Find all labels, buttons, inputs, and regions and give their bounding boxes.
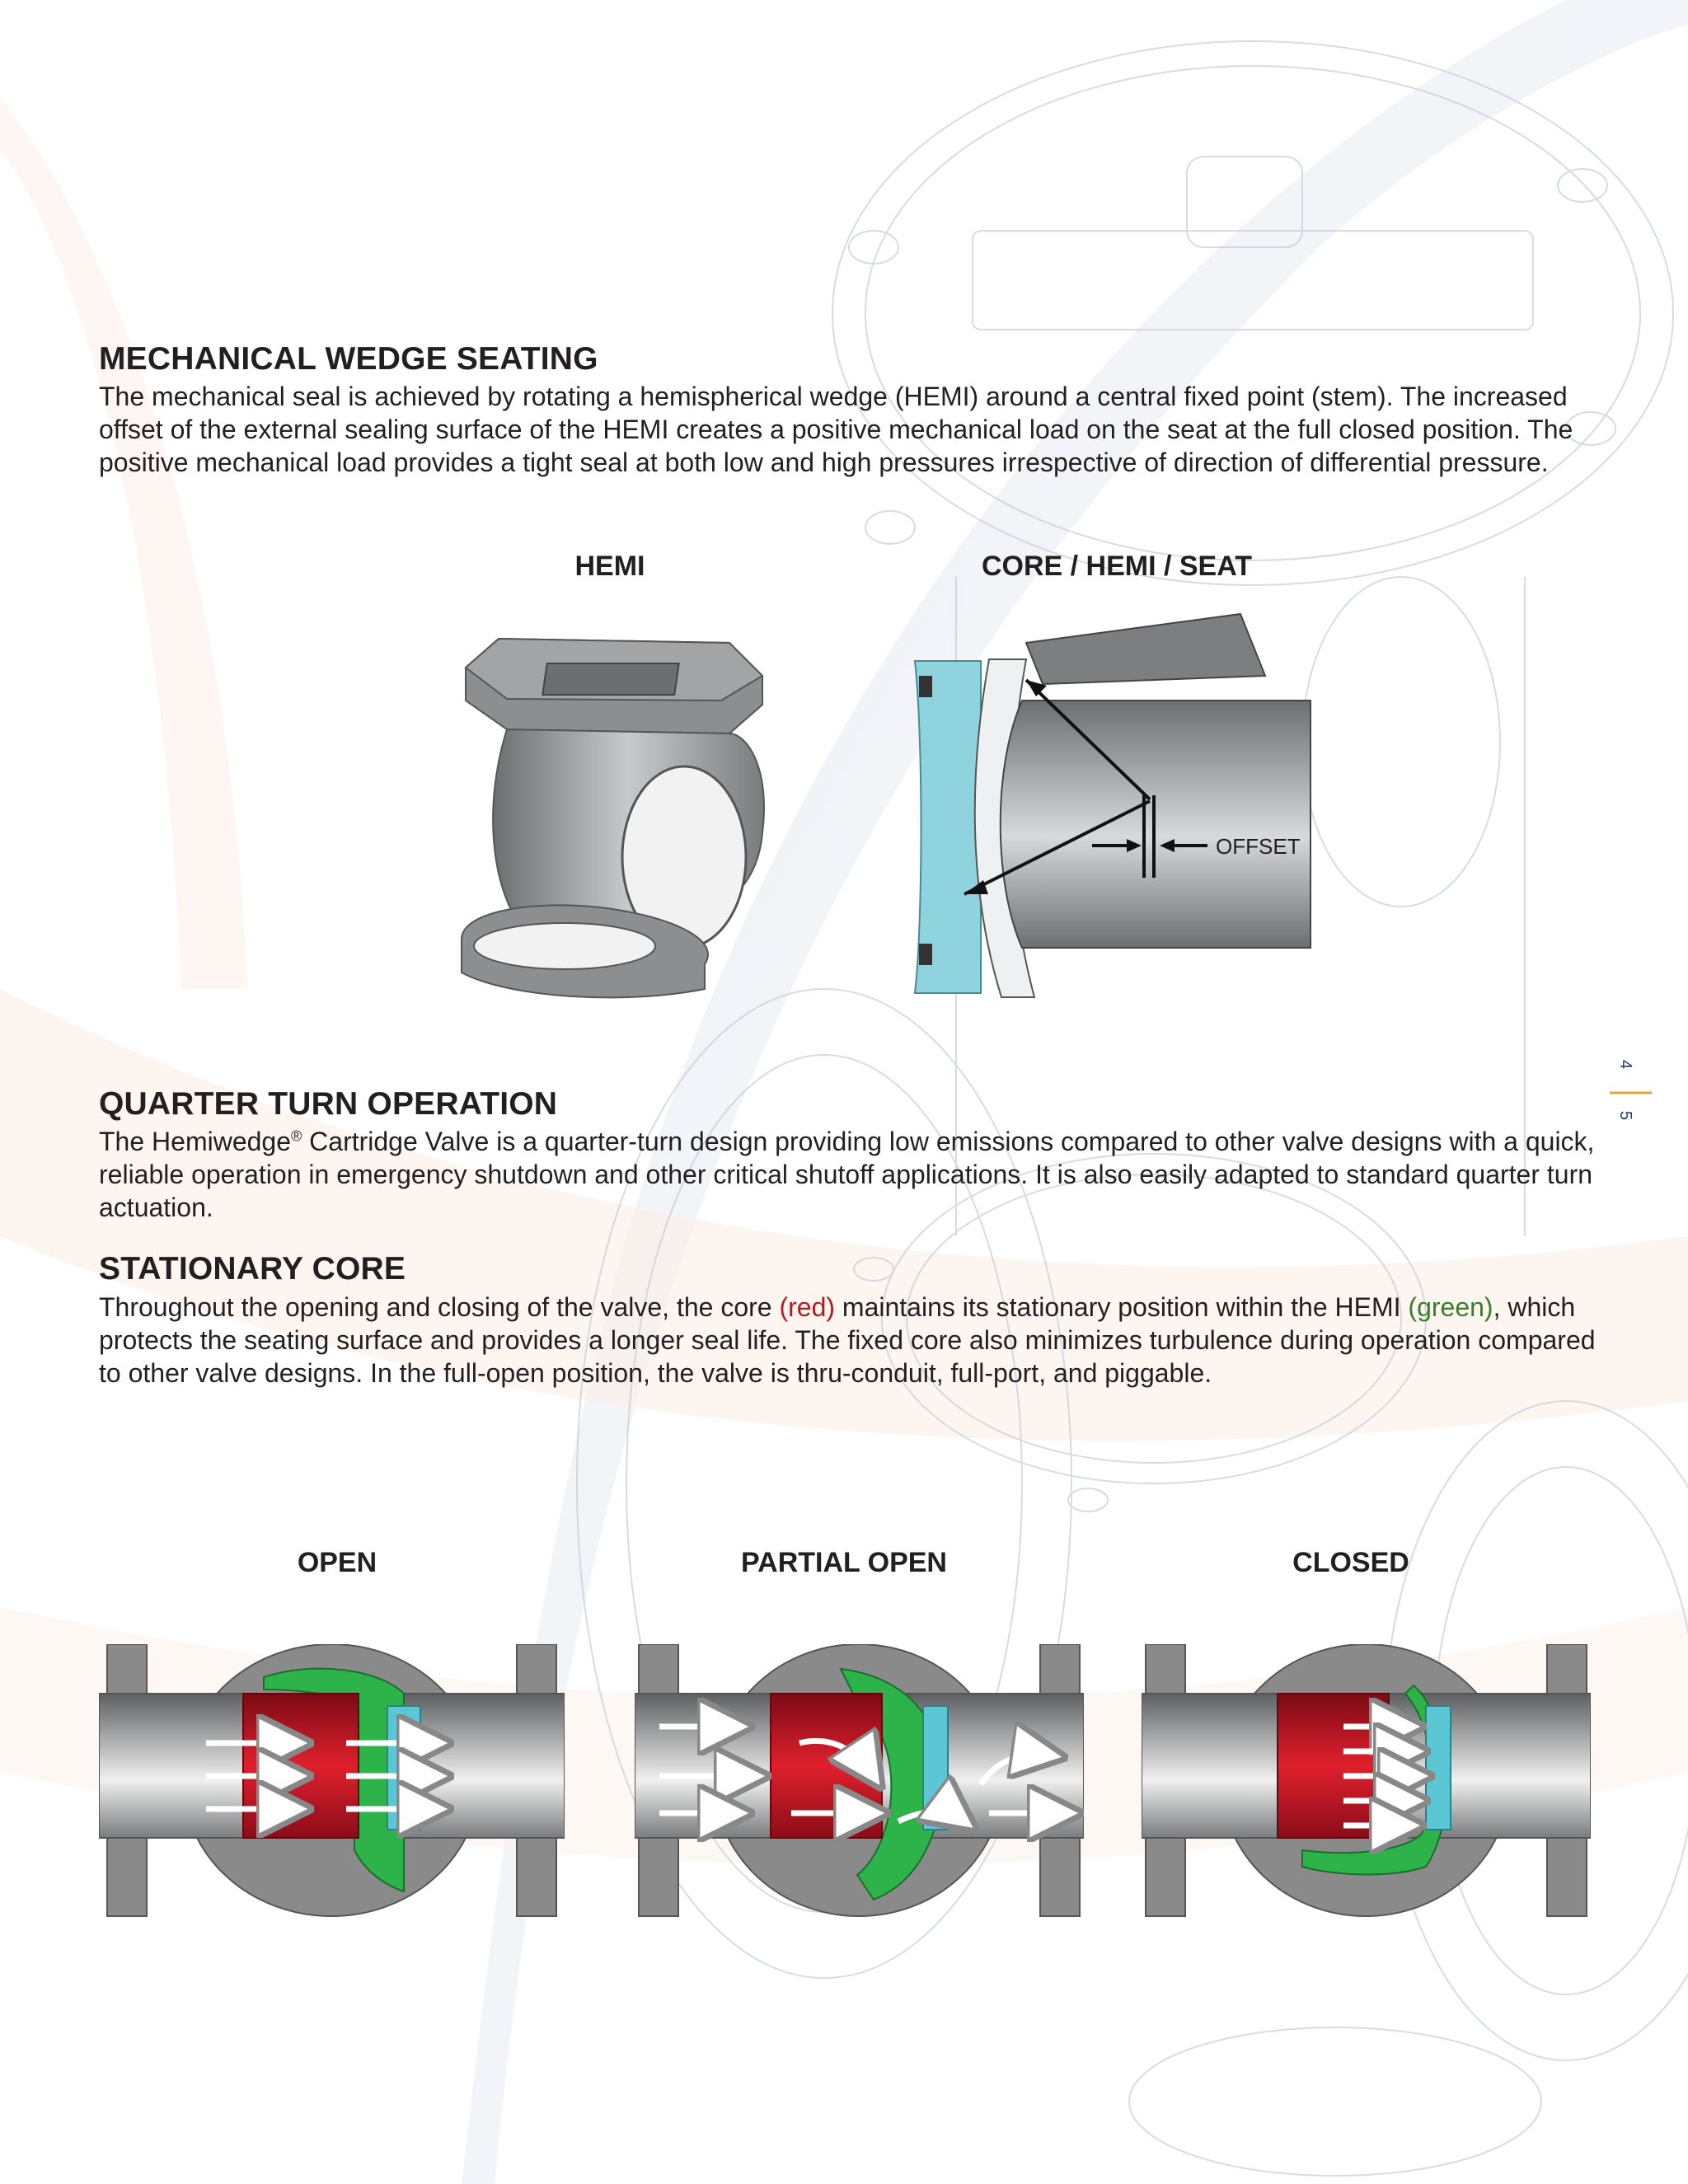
background-swoosh-left	[0, 99, 247, 989]
registered-mark: ®	[291, 1127, 302, 1145]
caption-closed: CLOSED	[1292, 1547, 1409, 1578]
hemi-green-label: (green)	[1408, 1292, 1493, 1322]
quarter-turn-text-start: The Hemiwedge	[99, 1127, 291, 1156]
page-number-right: 5	[1616, 1110, 1635, 1121]
core-red	[243, 1694, 359, 1838]
section-body-quarter-turn-operation	[99, 1125, 1607, 1224]
section-body-mechanical-wedge-seating: The mechanical seal is achieved by rotating a hemispherical wedge (HEMI) around a central fixed point (stem). The increased offset of the external sealing surface of the HEMI creates a positive mechanical load on the seat at the full closed position. The positive mechanical load provides a tight seal at both low and high pressures irrespective of direction of differential pressure.	[99, 382, 1573, 477]
valve-open-illustration	[99, 1644, 565, 1920]
section-body-stationary-core	[99, 1291, 1607, 1390]
hemi-illustration	[457, 626, 771, 1005]
core-hemi-seat-illustration	[911, 610, 1323, 1005]
quarter-turn-text-rest: Cartridge Valve is a quarter-turn design providing low emissions compared to other valve designs with a quick, reliable operation in emergency shutdown and other critical shutoff applications. It is also easily adapted to standard quarter turn actuation.	[99, 1127, 1595, 1222]
caption-open: OPEN	[297, 1547, 377, 1578]
section-heading-stationary-core: STATIONARY CORE	[99, 1251, 406, 1286]
hemi-bottom-ring-hole	[474, 923, 655, 969]
core-top-block	[1026, 614, 1265, 684]
section-heading-mechanical-wedge-seating: MECHANICAL WEDGE SEATING	[99, 341, 598, 377]
hemi-stem-slot	[542, 663, 678, 695]
seat-ring	[915, 661, 981, 993]
seat-bolt-top	[919, 676, 932, 697]
core-red-label: (red)	[779, 1292, 836, 1322]
offset-label: OFFSET	[1216, 834, 1301, 859]
caption-hemi: HEMI	[574, 551, 645, 582]
core-red	[1278, 1694, 1389, 1838]
valve-partial-open-illustration	[635, 1644, 1084, 1920]
stationary-core-text-2: maintains its stationary position within the HEMI	[835, 1292, 1409, 1322]
seat-bolt-bottom	[919, 944, 932, 965]
caption-partial-open: PARTIAL OPEN	[741, 1547, 947, 1578]
stationary-core-text-1: Throughout the opening and closing of the valve, the core	[99, 1292, 780, 1322]
seat-blue	[1426, 1706, 1451, 1830]
page-number-left: 4	[1616, 1059, 1635, 1070]
caption-core-hemi-seat: CORE / HEMI / SEAT	[981, 551, 1253, 582]
section-heading-quarter-turn-operation: QUARTER TURN OPERATION	[99, 1086, 558, 1122]
valve-closed-illustration	[1142, 1644, 1591, 1920]
stationary-core-text-3: , which protects the seating surface and provides a longer seal life. The fixed core also minimizes turbulence during operation compared to other valve designs. In the full-open position, the valve is thru-conduit, full-port, and piggable.	[99, 1292, 1596, 1388]
